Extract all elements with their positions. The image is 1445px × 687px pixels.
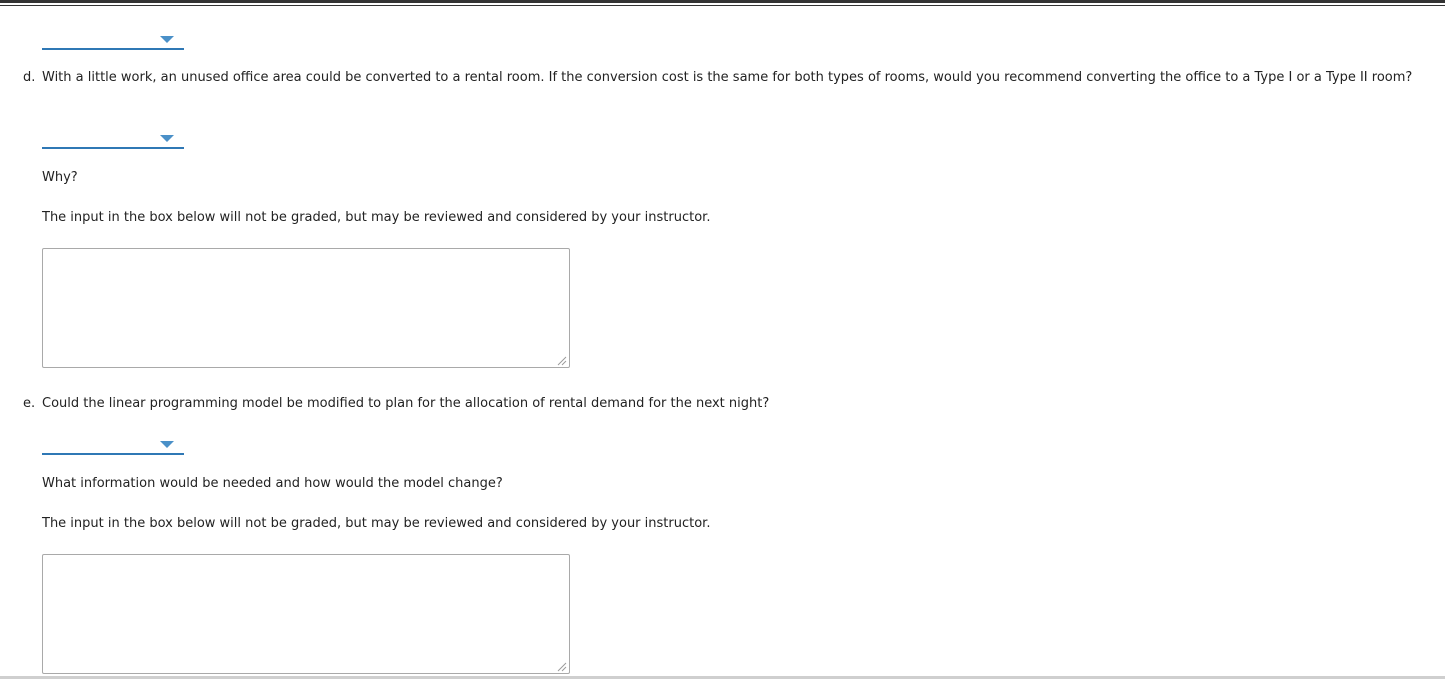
answer-dropdown-e[interactable]: [42, 437, 184, 455]
question-e: [23, 394, 1438, 414]
chevron-down-icon: [160, 36, 174, 43]
top-divider: [0, 0, 1445, 6]
ungraded-note: The input in the box below will not be graded, but may be reviewed and considered by your instructor.: [42, 516, 711, 531]
answer-textbox-d[interactable]: [42, 248, 570, 368]
question-e-text: Could the linear programming model be modified to plan for the allocation of rental demand for the next night?: [42, 396, 770, 411]
ungraded-note: The input in the box below will not be graded, but may be reviewed and considered by your instructor.: [42, 210, 711, 225]
question-d-text: With a little work, an unused office area could be converted to a rental room. If the conversion cost is the same for both types of rooms, would you recommend converting the office to a Type I or a Type II room?: [42, 70, 1413, 85]
question-e-label: e.: [23, 396, 36, 411]
followup-label: What information would be needed and how would the model change?: [42, 476, 503, 491]
question-d-label: d.: [23, 70, 36, 85]
why-label: Why?: [42, 170, 78, 185]
resize-grip-icon[interactable]: [557, 662, 567, 672]
chevron-down-icon: [160, 441, 174, 448]
bottom-divider: [0, 676, 1445, 679]
resize-grip-icon[interactable]: [557, 356, 567, 366]
answer-textbox-e[interactable]: [42, 554, 570, 674]
question-d: [23, 68, 1438, 108]
chevron-down-icon: [160, 135, 174, 142]
answer-dropdown-c[interactable]: [42, 32, 184, 50]
answer-dropdown-d[interactable]: [42, 131, 184, 149]
